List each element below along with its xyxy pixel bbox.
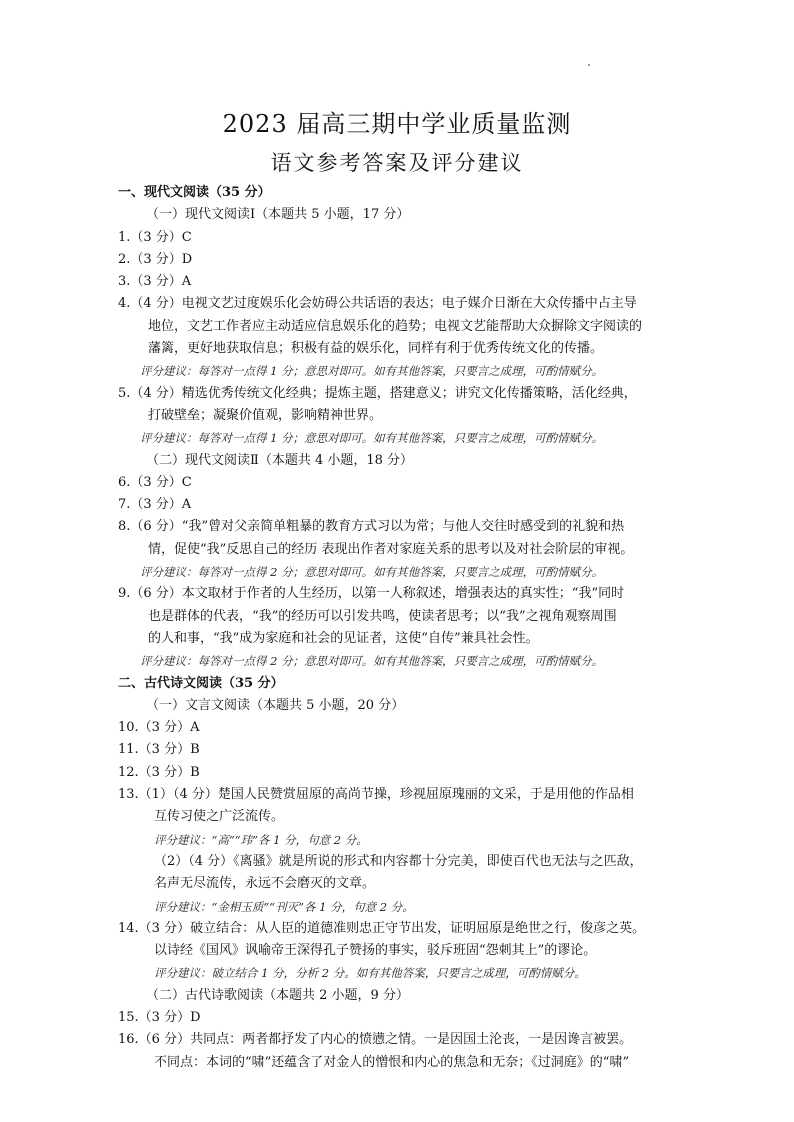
page-title: 2023 届高三期中学业质量监测 xyxy=(222,110,572,138)
text-line: 评分建议：每答对一点得 1 分；意思对即可。如有其他答案，只要言之成理，可酌情赋分。 xyxy=(140,431,604,446)
text-line: （2）（4 分）《离骚》就是所说的形式和内容都十分完美，即使百代也无法与之匹敌， xyxy=(154,853,643,869)
text-line: 15.（3 分）D xyxy=(118,1009,201,1025)
text-line: 藩篱，更好地获取信息；积极有益的娱乐化，同样有利于优秀传统文化的传播。 xyxy=(148,341,604,357)
text-line: 地位，文艺工作者应主动适应信息娱乐化的趋势；电视文艺能帮助大众摒除文字阅读的 xyxy=(148,318,643,334)
text-line: 评分建议：“高”“玮”各 1 分，句意 2 分。 xyxy=(154,832,368,847)
text-line: （二）古代诗歌阅读（本题共 2 小题，9 分） xyxy=(146,987,409,1003)
text-line: 3.（3 分）A xyxy=(118,274,192,290)
text-line: 评分建议：每答对一点得 2 分；意思对即可。如有其他答案，只要言之成理，可酌情赋分。 xyxy=(140,654,604,669)
text-line: 评分建议：每答对一点得 2 分；意思对即可。如有其他答案，只要言之成理，可酌情赋分。 xyxy=(140,565,604,580)
text-line: 也是群体的代表，“我”的经历可以引发共鸣，使读者思考；以“我”之视角观察周围 xyxy=(148,608,617,624)
text-line: （一）文言文阅读（本题共 5 小题，20 分） xyxy=(146,697,405,713)
text-line: 名声无尽流传，永远不会磨灭的文章。 xyxy=(154,876,376,892)
scan-speck xyxy=(588,64,590,66)
text-line: 不同点：本词的“啸”还蕴含了对金人的憎恨和内心的焦急和无奈；《过洞庭》的“啸” xyxy=(154,1054,630,1070)
text-line: 二、古代诗文阅读（35 分） xyxy=(118,675,284,691)
text-line: 8.（6 分）“我”曾对父亲简单粗暴的教育方式习以为常；与他人交往时感受到的礼貌和热 xyxy=(118,519,625,535)
text-line: 评分建议：破立结合 1 分，分析 2 分。如有其他答案，只要言之成理，可酌情赋分。 xyxy=(154,966,586,981)
text-line: 4.（4 分）电视文艺过度娱乐化会妨碍公共话语的表达；电子媒介日渐在大众传播中占主导 xyxy=(118,296,637,312)
text-line: 5.（4 分）精选优秀传统文化经典；提炼主题，搭建意义；讲究文化传播策略，活化经典， xyxy=(118,385,637,401)
text-line: 评分建议：每答对一点得 1 分；意思对即可。如有其他答案，只要言之成理，可酌情赋分。 xyxy=(140,364,604,379)
text-line: 11.（3 分）B xyxy=(118,742,200,758)
text-line: 互传习使之广泛流传。 xyxy=(154,809,285,825)
text-line: 7.（3 分）A xyxy=(118,497,192,513)
text-line: 评分建议：“金相玉质”“刊灭”各 1 分，句意 2 分。 xyxy=(154,899,414,914)
text-line: 14.（3 分）破立结合：从人臣的道德准则忠正守节出发，证明屈原是绝世之行，俊彦之英。 xyxy=(118,920,646,936)
text-line: 情，促使“我”反思自己的经历 表现出作者对家庭关系的思考以及对社会阶层的审视。 xyxy=(148,541,634,557)
text-line: （二）现代文阅读Ⅱ（本题共 4 小题，18 分） xyxy=(146,452,414,468)
text-line: （一）现代文阅读Ⅰ（本题共 5 小题，17 分） xyxy=(146,207,410,223)
text-line: 10.（3 分）A xyxy=(118,720,200,736)
page-subtitle: 语文参考答案及评分建议 xyxy=(270,151,524,175)
text-line: 1.（3 分）C xyxy=(118,229,192,245)
text-line: 12.（3 分）B xyxy=(118,764,200,780)
text-line: 以诗经《国风》讽喻帝王深得孔子赞扬的事实，驳斥班固“怨刺其上”的谬论。 xyxy=(154,943,597,959)
text-line: 打破壁垒；凝聚价值观，影响精神世界。 xyxy=(148,407,383,423)
text-line: 13.（1）（4 分）楚国人民赞赏屈原的高尚节操，珍视屈原瑰丽的文采，于是用他的作品相 xyxy=(118,787,634,803)
text-line: 一、现代文阅读（35 分） xyxy=(118,185,271,200)
text-line: 的人和事，“我”成为家庭和社会的见证者，这使“自传”兼具社会性。 xyxy=(148,630,539,646)
text-line: 9.（6 分）本文取材于作者的人生经历，以第一人称叙述，增强表达的真实性；“我”同时 xyxy=(118,586,625,602)
text-line: 6.（3 分）C xyxy=(118,474,192,490)
text-line: 2.（3 分）D xyxy=(118,251,193,267)
text-line: 16.（6 分）共同点：两者都抒发了内心的愤懑之情。一是因国土沦丧，一是因谗言被罢。 xyxy=(118,1032,633,1048)
answer-content xyxy=(118,182,698,1074)
